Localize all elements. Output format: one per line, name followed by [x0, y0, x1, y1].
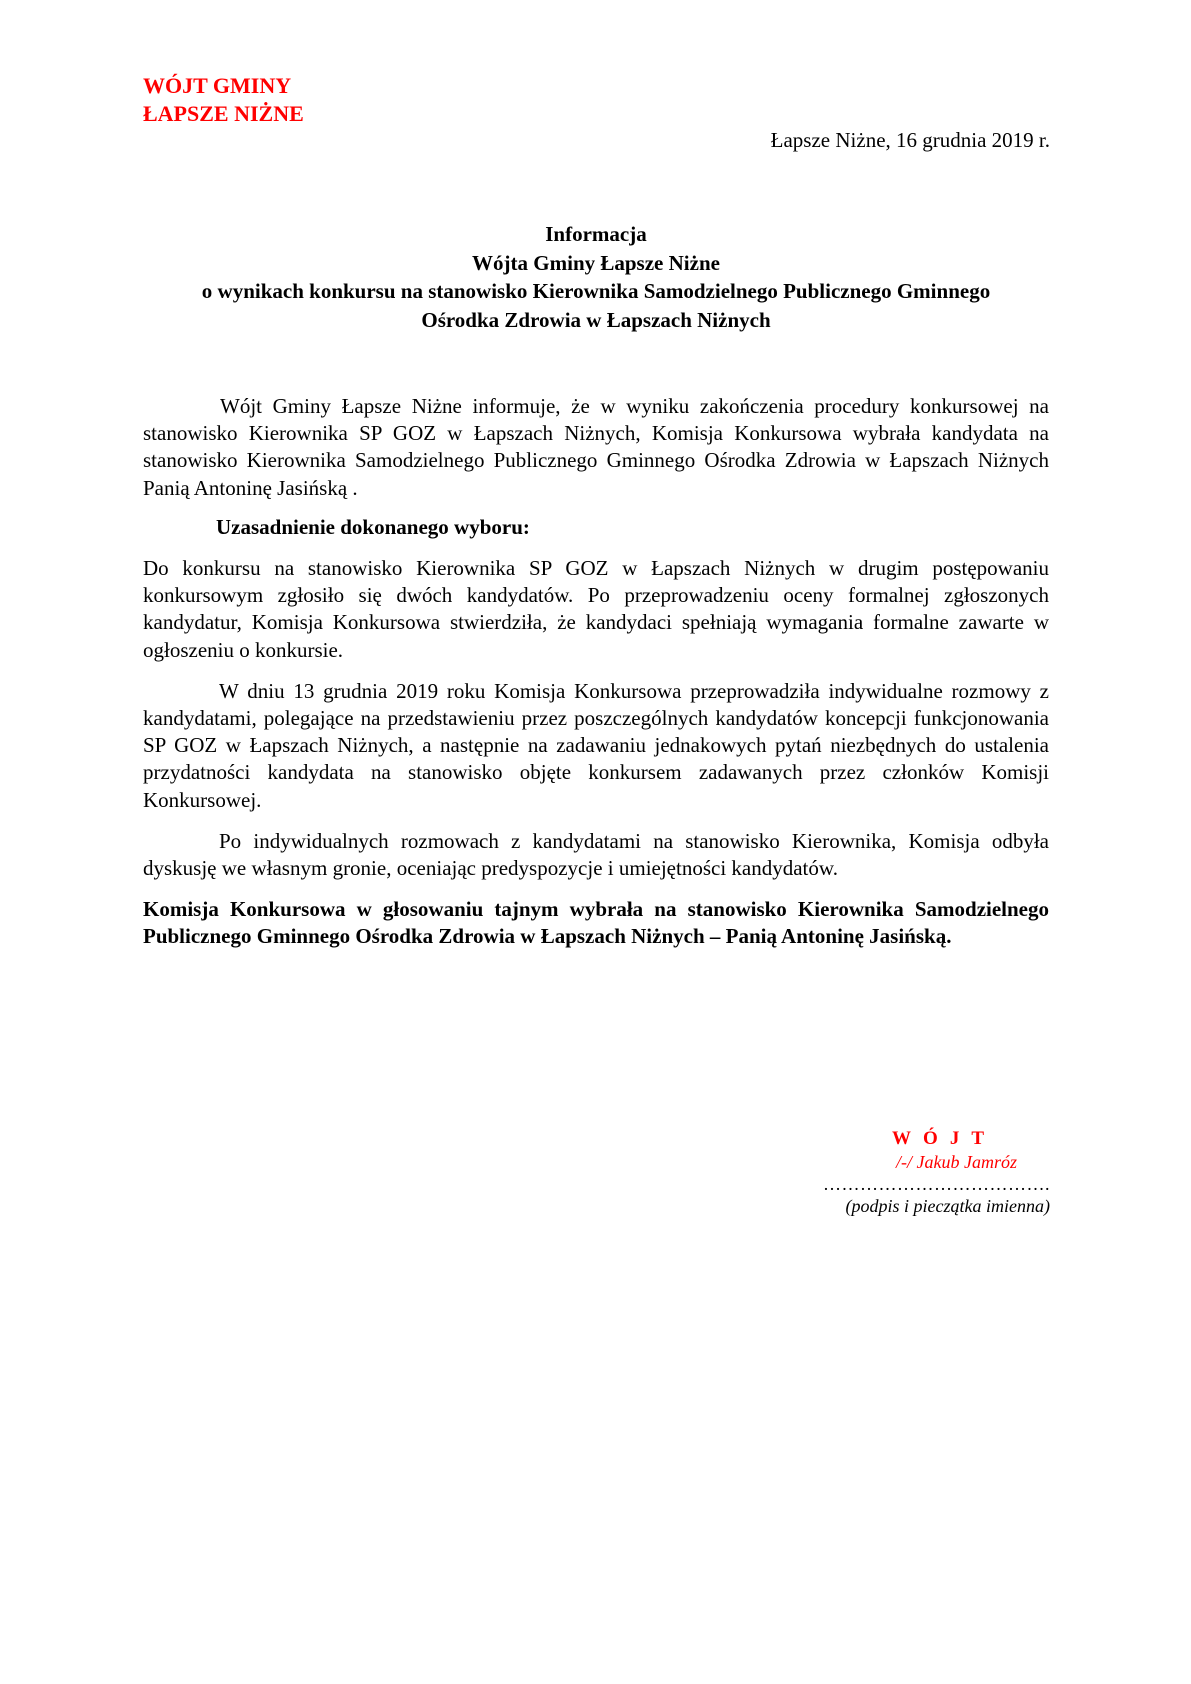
title-line4: Ośrodka Zdrowia w Łapszach Niżnych [421, 307, 771, 332]
document-body [143, 393, 1049, 951]
title-line3: o wynikach konkursu na stanowisko Kierownika Samodzielnego Publicznego Gminnego [201, 279, 991, 303]
intro-paragraph: Wójt Gminy Łapsze Niżne informuje, że w wyniku zakończenia procedury konkursowej na stanowisko Kierownika SP GOZ w Łapszach Niżnych, Komisja Konkursowa wybrała kandydata na stanowisko Kierownika Samodzielnego Publicznego Gminnego Ośrodka Zdrowia w Łapszach Niżnych Panią Antoninę Jasińską . [143, 394, 1049, 500]
title-line2: Wójta Gminy Łapsze Niżne [472, 250, 720, 275]
title-line1: Informacja [545, 222, 647, 246]
conclusion-paragraph: Komisja Konkursowa w głosowaniu tajnym wybrała na stanowisko Kierownika Samodzielnego Publicznego Gminnego Ośrodka Zdrowia w Łapszach Niżnych – Panią Antoninę Jasińską. [143, 897, 1049, 949]
paragraph-interviews: W dniu 13 grudnia 2019 roku Komisja Konkursowa przeprowadziła indywidualne rozmowy z kandydatami, polegające na przedstawieniu przez poszczególnych kandydatów koncepcji funkcjonowania SP GOZ w Łapszach Niżnych, a następnie na zadawaniu jednakowych pytań niezbędnych do ustalenia przydatności kandydata na stanowisko objęte konkursem zadawanych przez członków Komisji Konkursowej. [143, 678, 1049, 812]
paragraph-candidates: Do konkursu na stanowisko Kierownika SP GOZ w Łapszach Niżnych w drugim postępowaniu konkursowym zgłosiło się dwóch kandydatów. Po przeprowadzeniu oceny formalnej zgłoszonych kandydatur, Komisja Konkursowa stwierdziła, że kandydaci spełniają wymagania formalne zawarte w ogłoszeniu o konkursie. [143, 556, 1049, 662]
paragraph-discussion: Po indywidualnych rozmowach z kandydatami na stanowisko Kierownika, Komisja odbyła dyskusję we własnym gronie, oceniając predyspozycje i umiejętności kandydatów. [143, 828, 1049, 881]
place-and-date: Łapsze Niżne, 16 grudnia 2019 r. [770, 128, 1050, 152]
justification-heading: Uzasadnienie dokonanego wyboru: [216, 514, 530, 539]
office-name-line2: ŁAPSZE NIŻNE [143, 101, 304, 126]
office-header [143, 72, 304, 128]
office-name-line1: WÓJT GMINY [143, 73, 292, 98]
signature-title: WÓJT [892, 1128, 996, 1149]
signature-caption: (podpis i pieczątka imienna) [845, 1196, 1050, 1216]
document-title [143, 220, 1049, 334]
signature-name: /-/ Jakub Jamróz [896, 1152, 1017, 1172]
signature-block [750, 1127, 1050, 1217]
signature-line: ………………………………. [823, 1174, 1050, 1194]
